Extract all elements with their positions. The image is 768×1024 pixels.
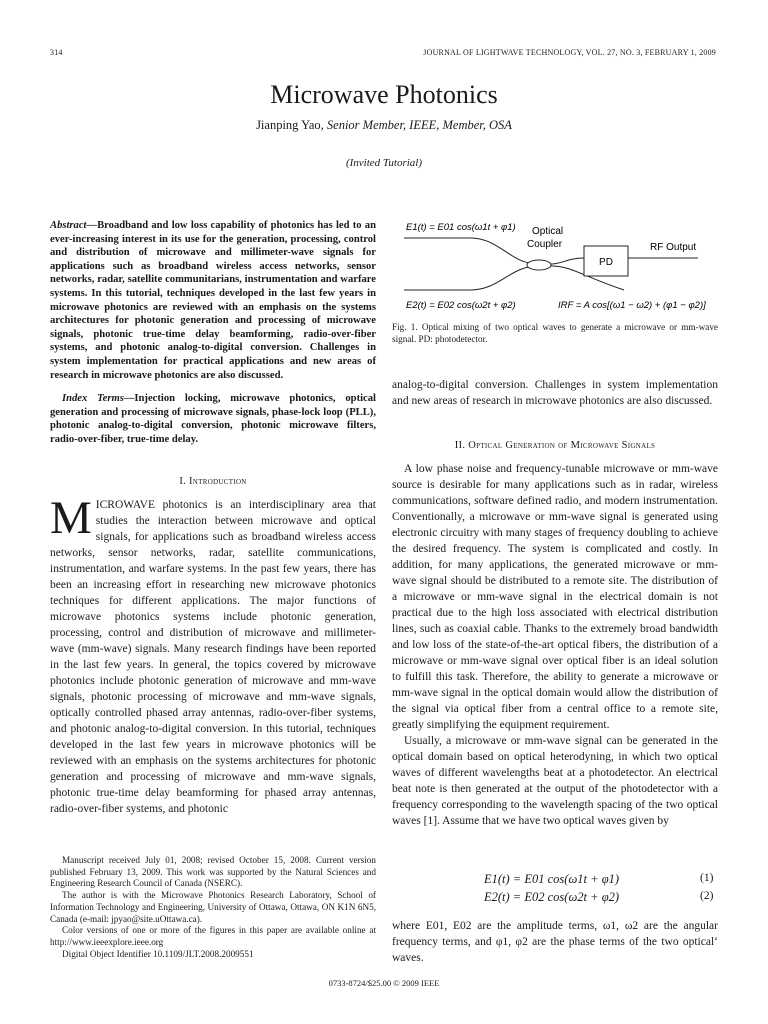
section-2-para-2: Usually, a microwave or mm-wave signal can be generated in the optical domain based on optical heterodyning, in which two optical waves of different wavelengths beat at a photodetector. An electrical beat note is then generated at the output of the photodetector with a frequency corresponding to the wavelength spacing of the two optical waves [1]. Assume that we have two optical waves given by	[392, 735, 718, 827]
abstract-label: Abstract	[50, 220, 87, 231]
irf-equation: IRF = A cos[(ω1 − ω2) + (φ1 − φ2)]	[558, 300, 706, 311]
equation-2: E2(t) = E02 cos(ω2t + φ2)	[484, 890, 620, 904]
footnote	[50, 855, 376, 960]
author-affiliation: Senior Member, IEEE, Member, OSA	[326, 118, 512, 132]
footnote-doi: Digital Object Identifier 10.1109/JLT.2008.2009551	[62, 948, 254, 959]
coupler-label-2: Coupler	[527, 239, 563, 250]
section-1-title: Introduction	[189, 476, 247, 487]
e1-equation: E1(t) = E01 cos(ω1t + φ1)	[406, 222, 516, 233]
footnote-affiliation: The author is with the Microwave Photonics Research Laboratory, School of Information Technology and Engineering, University of Ottawa, Ottawa, ON K1N 6N5, Canada (e-mail: jpyao@site.uOttawa.ca).	[50, 890, 376, 924]
footnote-color: Color versions of one or more of the figures in this paper are available online at http://www.ieeexplore.ieee.org	[50, 925, 376, 947]
index-terms	[50, 392, 376, 446]
section-1-text: photonics is an interdisciplinary area that studies the interaction between microwave and optical signals, for applications such as broadband wireless access networks, sensor networks, radar, satellite communications, instrumentation, and warfare systems. In the past few years, there has been an increasing effort in researching new microwave photonics techniques for different applications. The major functions of microwave photonics systems include photonic generation, processing, control and distribution of microwave and millimeter-wave (mm-wave) signals. Many research findings have been reported in the last few years. In general, the topics covered by microwave photonics include photonic generation of microwave and mm-wave signals, photonic processing of microwave and mm-wave signals, optically controlled phased array antennas, radio-over-fiber systems, and photonic analog-to-digital conversion. In this tutorial, techniques developed in the last few years in microwave photonics will be reviewed with an emphasis on the systems architectures for photonic generation and processing of microwave and mm-wave signals, photonic true-time delay beamforming for phased array antennas, radio-over-fiber systems, and photonic	[50, 499, 376, 815]
section-1-body	[50, 492, 376, 817]
section-1-heading	[50, 476, 376, 487]
figure-1-caption: Fig. 1. Optical mixing of two optical waves to generate a microwave or mm-wave signal. PD: photodetector.	[392, 322, 718, 344]
drop-cap: M	[50, 492, 92, 544]
section-1-number: I.	[179, 476, 187, 487]
section-2-title: Optical Generation of Microwave Signals	[468, 440, 656, 451]
author-line	[0, 118, 768, 133]
rf-output-label: RF Output	[650, 242, 697, 253]
section-1-continuation: analog-to-digital conversion. Challenges in system implementation and new areas of research in microwave photonics are also discussed.	[392, 379, 718, 407]
section-2-body	[392, 461, 718, 829]
abstract	[50, 219, 376, 382]
index-terms-label: Index Terms	[62, 393, 124, 404]
journal-header: JOURNAL OF LIGHTWAVE TECHNOLOGY, VOL. 27, NO. 3, FEBRUARY 1, 2009	[423, 48, 716, 57]
paper-title: Microwave Photonics	[270, 80, 498, 109]
equation-1-number: (1)	[700, 872, 714, 884]
author-name: Jianping Yao,	[256, 118, 324, 132]
section-2-para-1: A low phase noise and frequency-tunable microwave or mm-wave source is desirable for many applications such as in radar, wireless communications, software defined radio, and modern instrumentation. Conventionally, a microwave or mm-wave signal is generated using electronic circuitry with many stages of frequency doubling to achieve the desired frequency. The system is complicated and costly. In addition, for many applications, the generated microwave or mm-wave signal should be distributed to a remote site. The distribution of a microwave or mm-wave signal in the electrical domain is not practical due to the high loss associated with electrical distribution lines, such as coaxial cable. Thanks to the extremely broad bandwidth and low loss of the state-of-the-art optical fibers, the distribution of a microwave or mm-wave signal over optical fiber is an ideal solution to fulfill this task. Therefore, the ability to generate a microwave or mm-wave signal in the optical domain would allow the distribution of the signal via optical fiber from a central office to a remote site, greatly simplifying the equipment requirement.	[392, 463, 718, 731]
footnote-manuscript: Manuscript received July 01, 2008; revised October 15, 2008. Current version published February 13, 2009. This work was supported by the Natural Sciences and Engineering Research Council of Canada (NSERC).	[50, 855, 376, 889]
e2-equation: E2(t) = E02 cos(ω2t + φ2)	[406, 300, 516, 311]
equation-2-number: (2)	[700, 890, 714, 902]
footer-copyright: 0733-8724/$25.00 © 2009 IEEE	[328, 978, 440, 988]
invited-tag: (Invited Tutorial)	[345, 157, 423, 169]
pd-label: PD	[599, 257, 613, 268]
coupler-label-1: Optical	[532, 226, 564, 237]
section-2-heading	[392, 440, 718, 451]
coupler-shape	[527, 260, 551, 270]
equation-1: E1(t) = E01 cos(ω1t + φ1)	[484, 872, 620, 886]
figure-1	[392, 212, 722, 320]
index-terms-text: —Injection locking, microwave photonics, optical generation and processing of microwave signals, phase-lock loop (PLL), photonic analog-to-digital conversion, photonic microwave filters, radio-over-fiber, true-time delay.	[50, 393, 376, 445]
section-2-para-3: where E01, E02 are the amplitude terms, ω1, ω2 are the angular frequency terms, and φ1, φ2 are the phase terms of the two optical‘ waves.	[392, 920, 718, 964]
first-word: ICROWAVE	[95, 499, 156, 511]
section-2-number: II.	[454, 440, 466, 451]
abstract-text: —Broadband and low loss capability of photonics has led to an ever-increasing interest in its use for the generation, processing, control and distribution of microwave and millimeter-wave signals for applications such as broadband wireless access networks, sensor networks, radar, satellite communitarians, instrumentation and warfare systems. In this tutorial, techniques developed in the last few years in microwave photonics are reviewed with an emphasis on the systems architectures for photonic generation and processing of microwave signals, photonic true-time delay beamforming, radio-over-fiber systems, and photonic analog-to-digital conversion. Challenges in system implementation for practical applications and new areas of research in microwave photonics are also discussed.	[50, 220, 376, 381]
page-number: 314	[50, 48, 63, 57]
